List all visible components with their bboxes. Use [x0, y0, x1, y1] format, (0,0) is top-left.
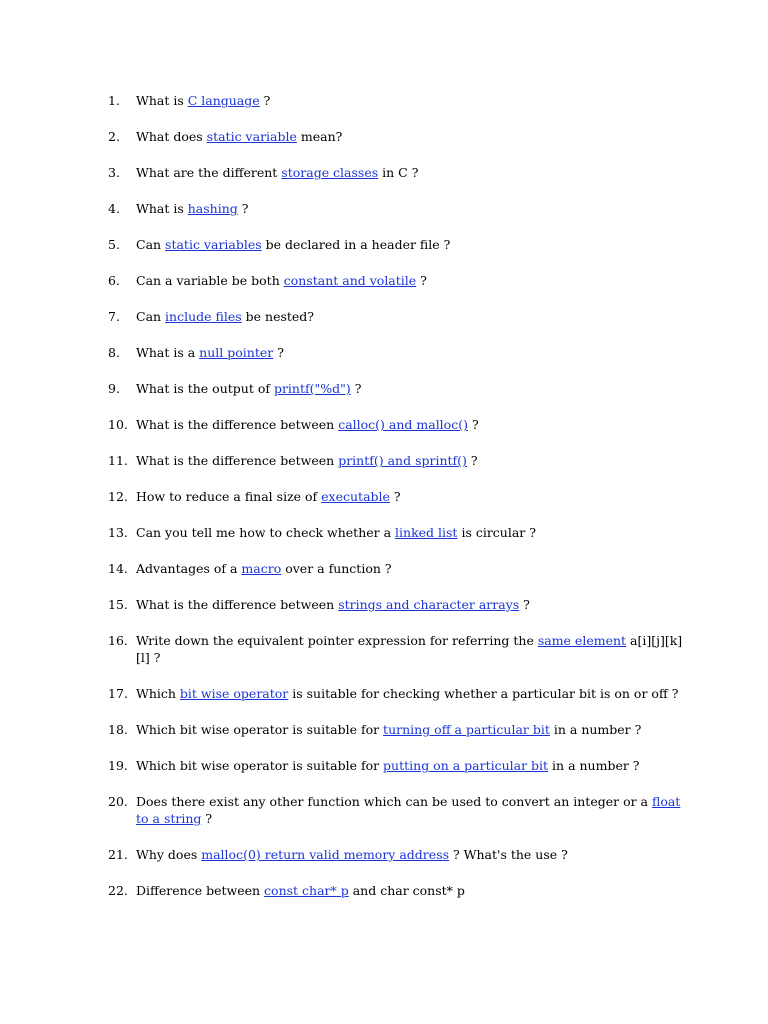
- question-link[interactable]: null pointer: [199, 345, 274, 360]
- question-suffix: ?: [519, 597, 530, 612]
- question-link[interactable]: hashing: [187, 201, 238, 216]
- question-number: 20.: [108, 794, 128, 809]
- question-text: [136, 632, 688, 666]
- question-suffix: a[i][j][k][l] ?: [136, 633, 683, 665]
- question-item: [108, 272, 688, 289]
- question-suffix: in a number ?: [549, 722, 642, 737]
- question-text: [136, 560, 688, 577]
- question-link[interactable]: calloc() and malloc(): [338, 417, 468, 432]
- question-suffix: ?: [350, 381, 362, 396]
- question-suffix: ?: [467, 417, 479, 432]
- question-prefix: Can a variable be both: [136, 273, 284, 288]
- question-text: [136, 452, 688, 469]
- question-number: 8.: [108, 345, 120, 360]
- question-text: [136, 236, 688, 253]
- question-text: [136, 200, 688, 217]
- question-text: [136, 308, 688, 325]
- question-text: [136, 757, 688, 774]
- question-link[interactable]: float to a string: [136, 794, 681, 826]
- question-link[interactable]: printf("%d"): [273, 381, 351, 396]
- question-prefix: Which bit wise operator is suitable for: [136, 758, 384, 773]
- question-suffix: and char const* p: [348, 883, 465, 898]
- question-text: [136, 344, 688, 361]
- question-item: [108, 128, 688, 145]
- question-prefix: What is the difference between: [136, 597, 339, 612]
- question-text: [136, 793, 688, 827]
- question-number: 14.: [108, 561, 128, 576]
- question-prefix: What is the difference between: [136, 453, 339, 468]
- question-number: 3.: [108, 165, 120, 180]
- question-number: 5.: [108, 237, 120, 252]
- question-suffix: ?: [416, 273, 427, 288]
- question-item: [108, 308, 688, 325]
- question-link[interactable]: same element: [537, 633, 627, 648]
- question-suffix: ?: [237, 201, 249, 216]
- question-text: [136, 488, 688, 505]
- question-link[interactable]: macro: [241, 561, 282, 576]
- question-text: [136, 272, 688, 289]
- question-text: [136, 882, 688, 899]
- question-prefix: Why does: [136, 847, 202, 862]
- question-suffix: in C ?: [378, 165, 419, 180]
- question-link[interactable]: executable: [321, 489, 390, 504]
- question-item: [108, 882, 688, 899]
- question-item: [108, 846, 688, 863]
- question-number: 19.: [108, 758, 128, 773]
- question-suffix: ?: [389, 489, 401, 504]
- question-number: 16.: [108, 633, 128, 648]
- question-text: [136, 596, 688, 613]
- question-item: [108, 200, 688, 217]
- question-suffix: ?: [273, 345, 284, 360]
- question-number: 13.: [108, 525, 128, 540]
- question-link[interactable]: printf() and sprintf(): [338, 453, 467, 468]
- question-link[interactable]: constant and volatile: [283, 273, 417, 288]
- question-link[interactable]: putting on a particular bit: [383, 758, 549, 773]
- question-number: 22.: [108, 883, 128, 898]
- question-number: 21.: [108, 847, 128, 862]
- question-suffix: be declared in a header file ?: [261, 237, 451, 252]
- question-prefix: Can: [136, 237, 166, 252]
- question-suffix: ?: [201, 811, 213, 826]
- question-link[interactable]: malloc(0) return valid memory address: [201, 847, 449, 862]
- question-prefix: Advantages of a: [136, 561, 242, 576]
- question-item: [108, 452, 688, 469]
- question-link[interactable]: static variable: [206, 129, 297, 144]
- question-number: 2.: [108, 129, 120, 144]
- question-prefix: What is: [136, 201, 188, 216]
- question-prefix: Write down the equivalent pointer expression for referring the: [136, 633, 538, 648]
- question-link[interactable]: linked list: [395, 525, 458, 540]
- question-number: 11.: [108, 453, 128, 468]
- question-link[interactable]: storage classes: [281, 165, 379, 180]
- question-suffix: is suitable for checking whether a particular bit is on or off ?: [288, 686, 679, 701]
- question-number: 12.: [108, 489, 128, 504]
- question-number: 10.: [108, 417, 128, 432]
- question-prefix: How to reduce a final size of: [136, 489, 322, 504]
- question-list: [108, 92, 688, 918]
- question-text: [136, 721, 688, 738]
- question-text: [136, 92, 688, 109]
- question-number: 6.: [108, 273, 120, 288]
- question-prefix: What is the output of: [136, 381, 274, 396]
- question-prefix: What is a: [136, 345, 200, 360]
- question-link[interactable]: strings and character arrays: [338, 597, 520, 612]
- question-suffix: ?: [466, 453, 478, 468]
- question-prefix: Which: [136, 686, 180, 701]
- question-prefix: What are the different: [136, 165, 282, 180]
- question-text: [136, 164, 688, 181]
- question-number: 15.: [108, 597, 128, 612]
- question-number: 4.: [108, 201, 120, 216]
- question-item: [108, 632, 688, 666]
- question-link[interactable]: const char* p: [264, 883, 349, 898]
- question-number: 18.: [108, 722, 128, 737]
- question-suffix: ? What's the use ?: [449, 847, 568, 862]
- question-link[interactable]: include files: [165, 309, 242, 324]
- question-prefix: Difference between: [136, 883, 265, 898]
- question-text: [136, 846, 688, 863]
- question-text: [136, 416, 688, 433]
- question-item: [108, 757, 688, 774]
- question-prefix: Can you tell me how to check whether a: [136, 525, 396, 540]
- question-item: [108, 685, 688, 702]
- question-prefix: Which bit wise operator is suitable for: [136, 722, 384, 737]
- question-prefix: Can: [136, 309, 166, 324]
- question-prefix: Does there exist any other function which can be used to convert an integer or a: [136, 794, 652, 809]
- question-suffix: is circular ?: [457, 525, 536, 540]
- question-suffix: in a number ?: [548, 758, 640, 773]
- question-text: [136, 128, 688, 145]
- question-prefix: What does: [136, 129, 207, 144]
- question-suffix: ?: [259, 93, 271, 108]
- question-link[interactable]: C language: [187, 93, 260, 108]
- question-item: [108, 560, 688, 577]
- question-item: [108, 380, 688, 397]
- question-text: [136, 685, 688, 702]
- question-item: [108, 416, 688, 433]
- question-prefix: What is: [136, 93, 188, 108]
- question-link[interactable]: turning off a particular bit: [383, 722, 550, 737]
- question-number: 9.: [108, 381, 120, 396]
- question-item: [108, 488, 688, 505]
- question-suffix: over a function ?: [281, 561, 392, 576]
- question-item: [108, 236, 688, 253]
- question-prefix: What is the difference between: [136, 417, 339, 432]
- question-number: 17.: [108, 686, 128, 701]
- question-item: [108, 344, 688, 361]
- question-item: [108, 164, 688, 181]
- question-item: [108, 793, 688, 827]
- question-item: [108, 92, 688, 109]
- question-suffix: mean?: [296, 129, 343, 144]
- question-number: 1.: [108, 93, 120, 108]
- question-link[interactable]: bit wise operator: [179, 686, 289, 701]
- question-number: 7.: [108, 309, 120, 324]
- question-link[interactable]: static variables: [165, 237, 262, 252]
- question-suffix: be nested?: [241, 309, 315, 324]
- question-item: [108, 596, 688, 613]
- question-text: [136, 380, 688, 397]
- question-text: [136, 524, 688, 541]
- question-item: [108, 524, 688, 541]
- question-item: [108, 721, 688, 738]
